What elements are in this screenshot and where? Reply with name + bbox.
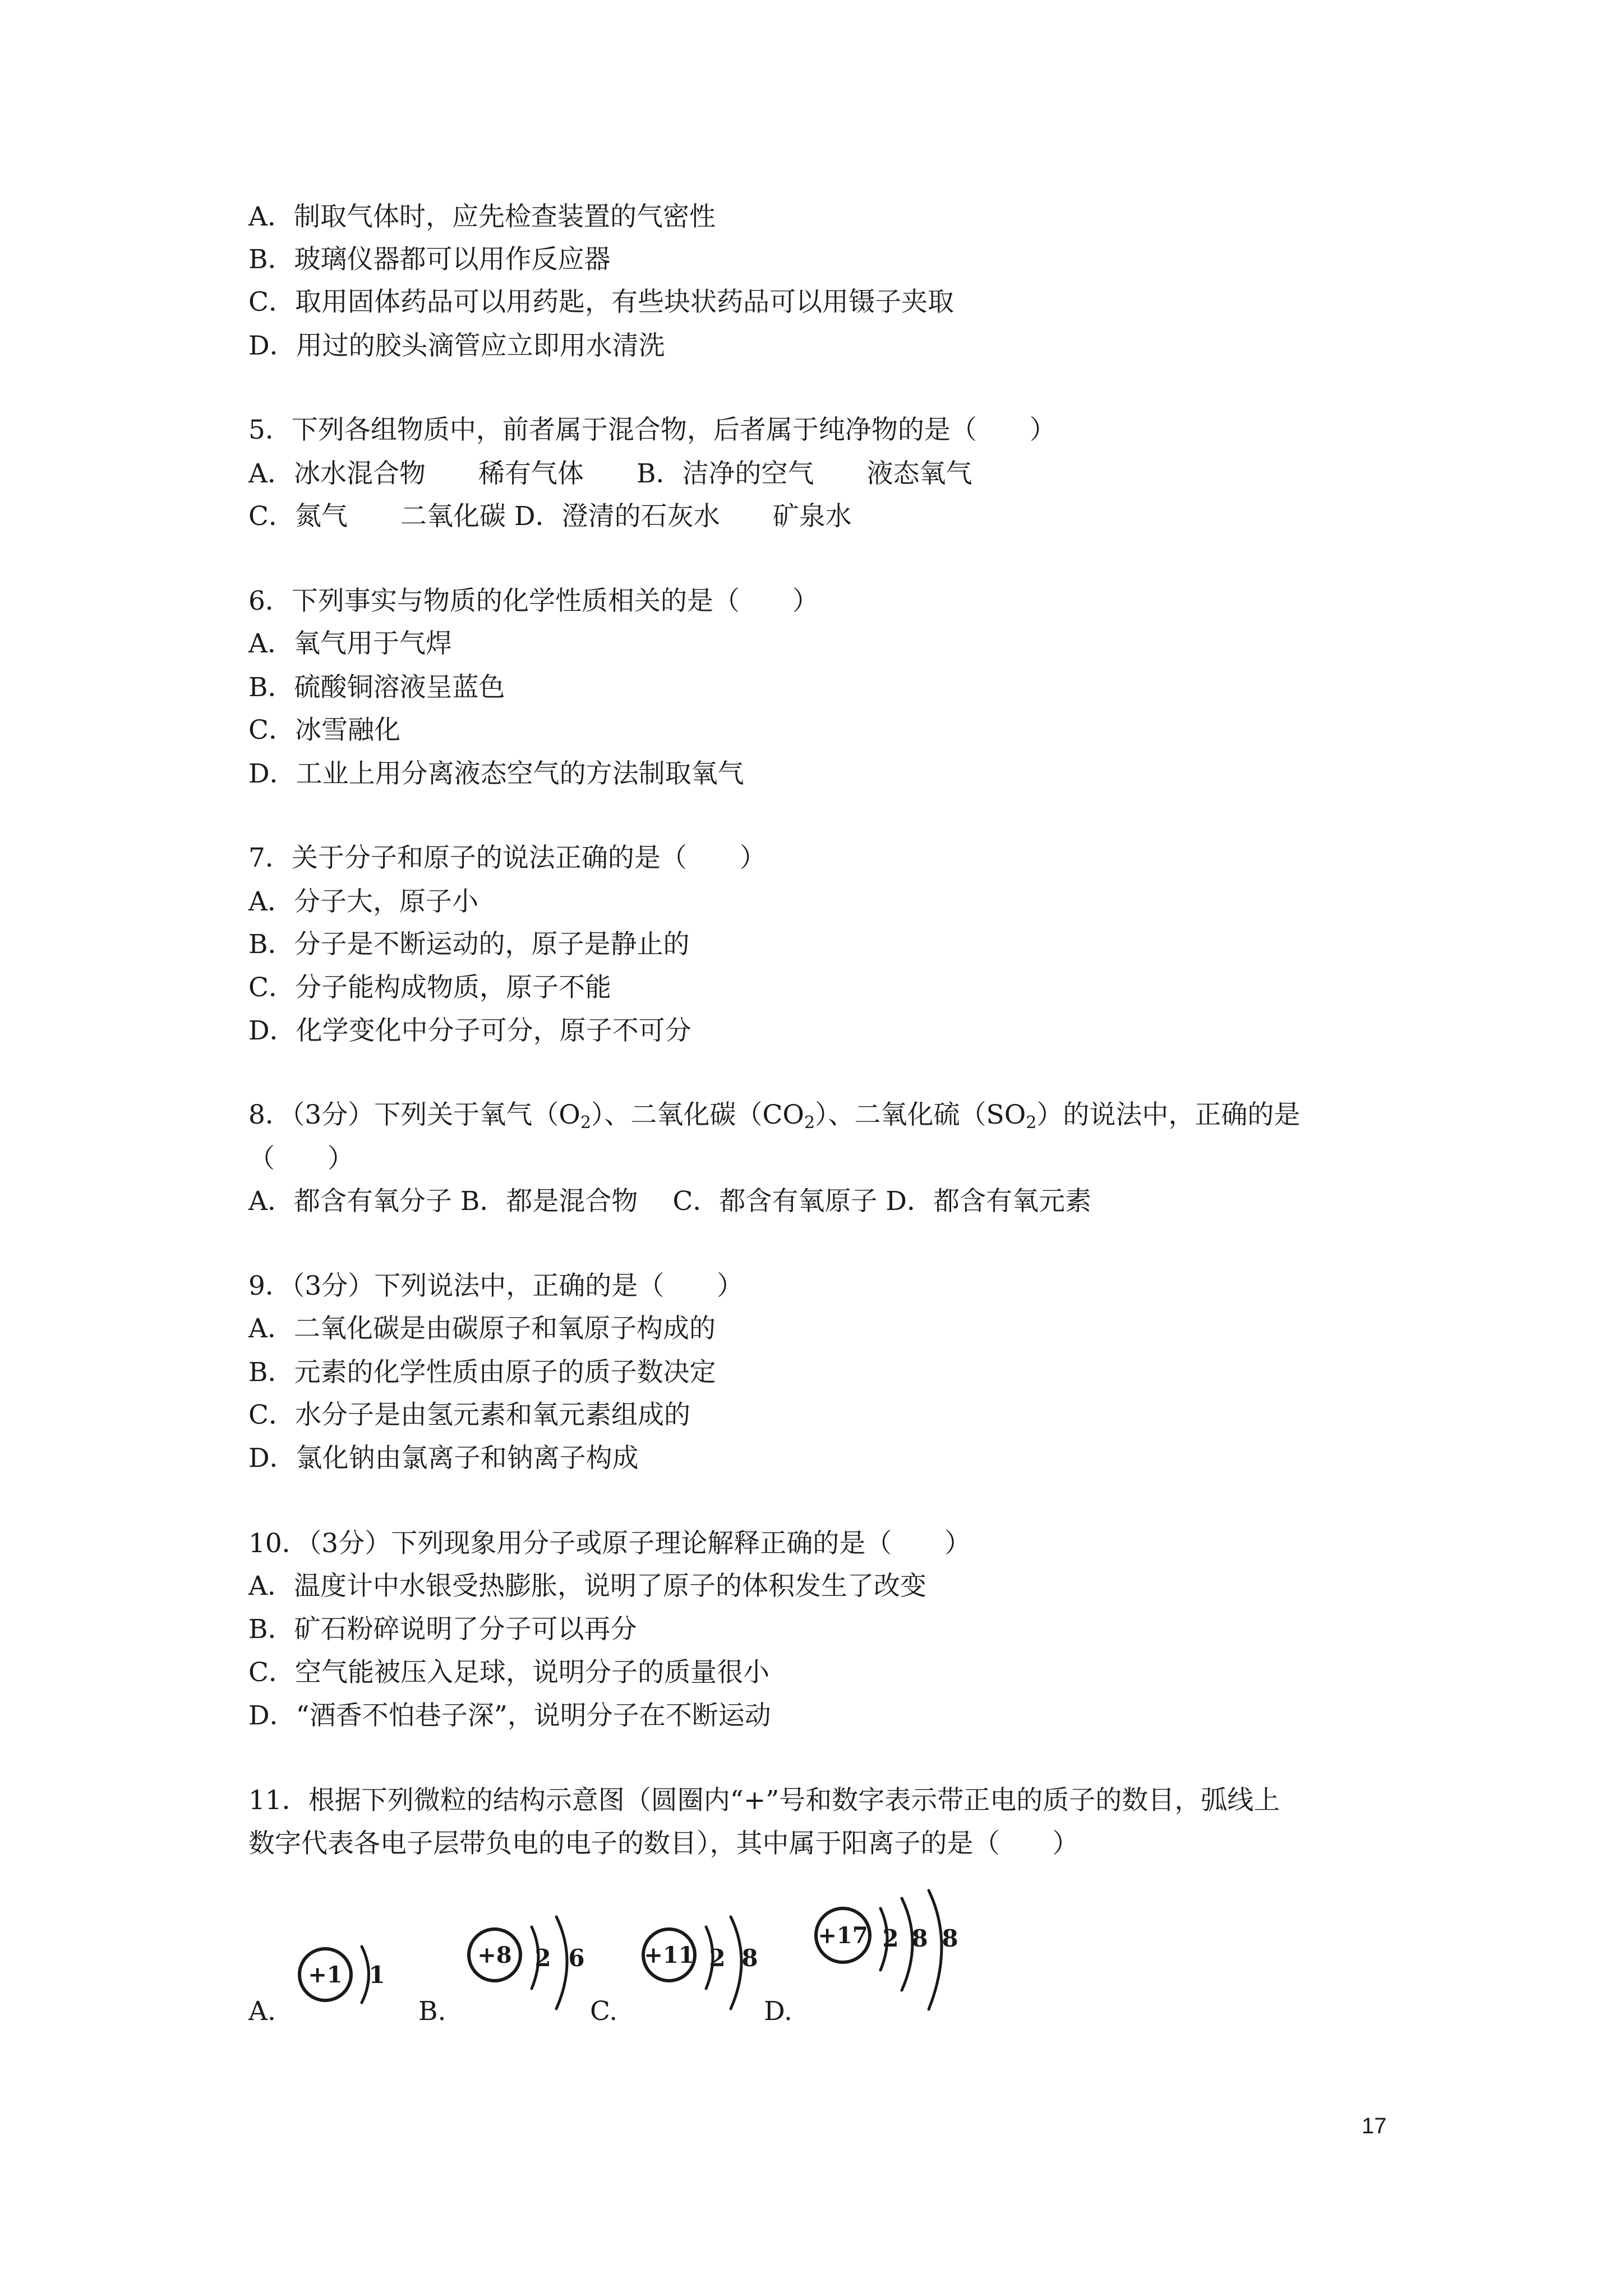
q11-diagram-b (460, 1910, 600, 2022)
q11-diagram-a (292, 1930, 404, 2025)
q9-stem: 9．（3分）下列说法中，正确的是（ ） (248, 1271, 744, 1301)
q7-stem: 7．关于分子和原子的说法正确的是（ ） (248, 843, 766, 873)
q4-option-d: D．用过的胶头滴管应立即用水清洗 (248, 330, 665, 361)
q4-option-c: C．取用固体药品可以用药匙，有些块状药品可以用镊子夹取 (248, 287, 954, 318)
q10-option-b: B．矿石粉碎说明了分子可以再分 (248, 1614, 637, 1645)
q9-option-c: C．水分子是由氢元素和氧元素组成的 (248, 1400, 690, 1430)
shell-electron-count: 6 (568, 1944, 585, 1972)
q8-stem-part-3: ）、二氧化硫（SO (815, 1099, 1026, 1130)
q6-option-a: A．氧气用于气焊 (248, 628, 452, 659)
electron-shell-arc (929, 1890, 942, 2009)
q10-option-a: A．温度计中水银受热膨胀，说明了原子的体积发生了改变 (248, 1571, 926, 1602)
electron-shell-arc (362, 1947, 369, 2003)
q11-diagram-b-label: B. (418, 1996, 446, 2027)
q4-option-b: B．玻璃仪器都可以用作反应器 (248, 244, 611, 275)
q9-option-a: A．二氧化碳是由碳原子和氧原子构成的 (248, 1313, 716, 1344)
q8-stem-part-4: ）的说法中，正确的是 (1036, 1099, 1301, 1130)
q6-option-c: C．冰雪融化 (248, 715, 400, 746)
q6-option-d: D．工业上用分离液态空气的方法制取氧气 (248, 758, 744, 789)
electron-shell-arc (902, 1898, 912, 1990)
q7-option-a: A．分子大，原子小 (248, 886, 478, 917)
q11-stem-line-2: 数字代表各电子层带负电的电子的数目），其中属于阳离子的是（ ） (248, 1828, 1079, 1859)
nucleus-charge: +8 (477, 1942, 512, 1968)
q5-options-row-2: C．氮气 二氧化碳 D．澄清的石灰水 矿泉水 (248, 501, 852, 532)
q6-stem: 6．下列事实与物质的化学性质相关的是（ ） (248, 586, 819, 616)
q11-diagram-d-label: D. (764, 1996, 792, 2027)
q5-options-row-1: A．冰水混合物 稀有气体 B．洁净的空气 液态氧气 (248, 458, 972, 489)
q7-option-b: B．分子是不断运动的，原子是静止的 (248, 929, 690, 960)
q7-option-d: D．化学变化中分子可分，原子不可分 (248, 1015, 691, 1046)
electron-shell-arc (731, 1917, 741, 2009)
shell-electron-count: 2 (882, 1925, 899, 1952)
q10-option-d: D．“酒香不怕巷子深”，说明分子在不断运动 (248, 1700, 771, 1731)
page-number: 17 (1362, 2114, 1387, 2138)
q10-option-c: C．空气能被压入足球，说明分子的质量很小 (248, 1657, 769, 1688)
q8-stem-line-2: （ ） (248, 1143, 354, 1174)
nucleus-charge: +17 (818, 1922, 868, 1949)
q11-diagram-d (806, 1890, 975, 2019)
q11-diagram-a-label: A. (248, 1996, 276, 2027)
q11-diagram-c-label: C. (590, 1996, 618, 2027)
q8-stem-part-1: 8．（3分）下列关于氧气（O (248, 1099, 580, 1130)
q8-stem (248, 1098, 1300, 1132)
q10-stem: 10．（3分）下列现象用分子或原子理论解释正确的是（ ） (248, 1528, 971, 1559)
q8-subscript-o2: 2 (580, 1113, 591, 1133)
q11-stem-line-1: 11．根据下列微粒的结构示意图（圆圈内“+”号和数字表示带正电的质子的数目，弧线上 (248, 1785, 1280, 1816)
q9-option-b: B．元素的化学性质由原子的质子数决定 (248, 1357, 716, 1388)
q5-stem: 5．下列各组物质中，前者属于混合物，后者属于纯净物的是（ ） (248, 415, 1056, 445)
shell-electron-count: 8 (741, 1944, 758, 1972)
q11-diagram-c (635, 1910, 776, 2022)
q9-option-d: D．氯化钠由氯离子和钠离子构成 (248, 1443, 639, 1474)
shell-electron-count: 1 (368, 1961, 385, 1989)
q4-option-a: A．制取气体时，应先检查装置的气密性 (248, 201, 716, 232)
q8-stem-part-2: ）、二氧化碳（CO (591, 1099, 804, 1130)
q6-option-b: B．硫酸铜溶液呈蓝色 (248, 672, 505, 703)
shell-electron-count: 2 (534, 1944, 551, 1972)
nucleus-charge: +1 (308, 1962, 343, 1988)
shell-electron-count: 8 (911, 1925, 928, 1952)
electron-shell-arc (556, 1917, 567, 2009)
q8-subscript-co2: 2 (804, 1113, 815, 1133)
q8-options-row: A．都含有氧分子 B．都是混合物 C．都含有氧原子 D．都含有氧元素 (248, 1186, 1091, 1217)
shell-electron-count: 2 (709, 1944, 726, 1972)
nucleus-charge: +11 (644, 1942, 694, 1968)
q8-subscript-so2: 2 (1026, 1113, 1037, 1133)
q7-option-c: C．分子能构成物质，原子不能 (248, 972, 611, 1003)
shell-electron-count: 8 (942, 1925, 958, 1952)
